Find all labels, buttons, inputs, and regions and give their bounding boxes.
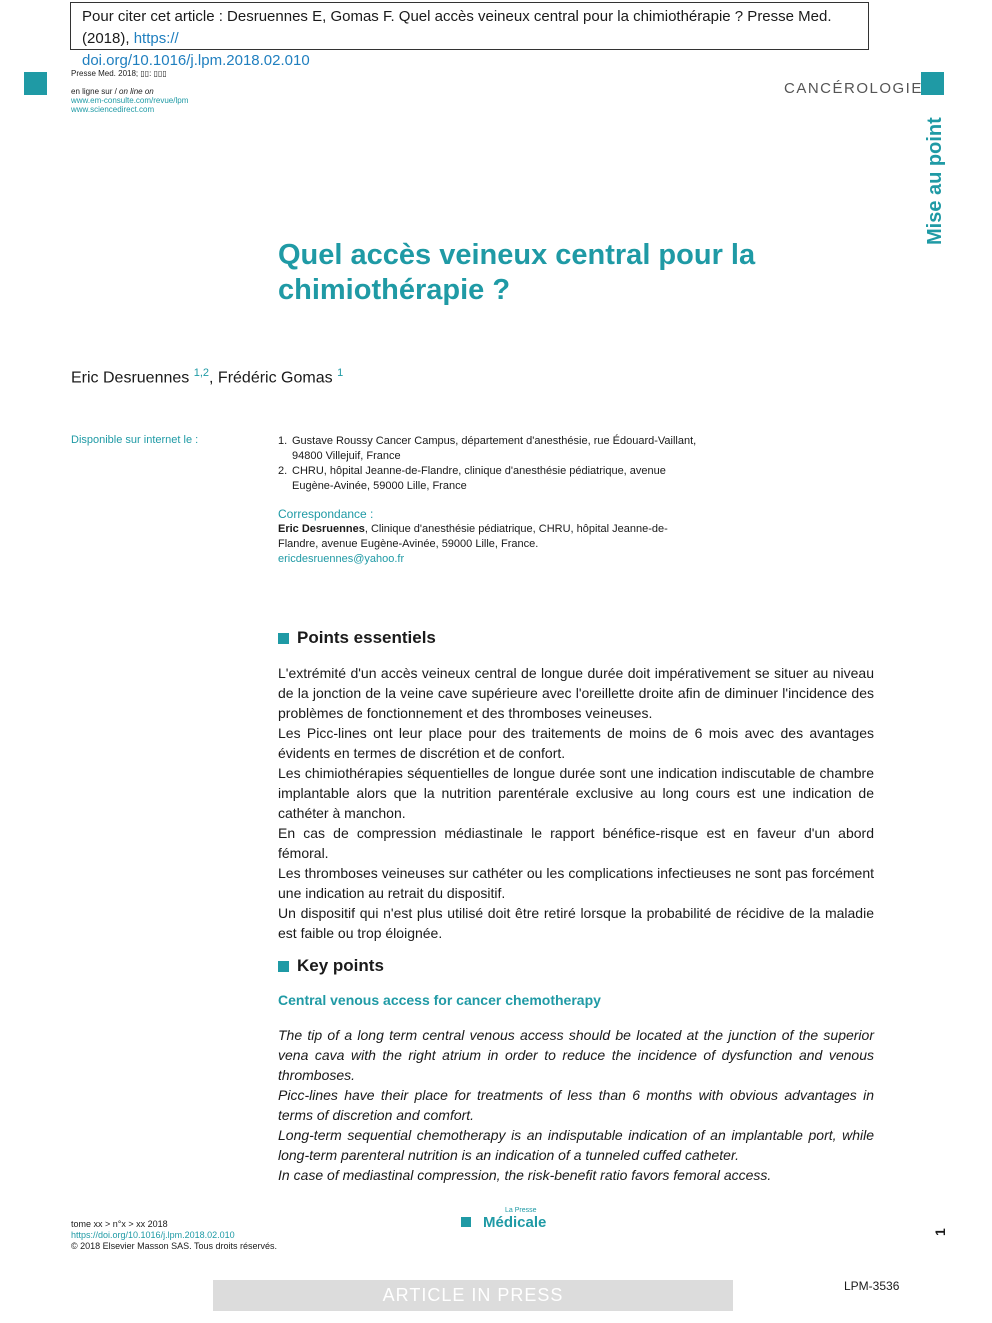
citation-doi-link-part2[interactable]: doi.org/10.1016/j.lpm.2018.02.010	[82, 52, 310, 69]
em-consulte-link[interactable]: www.em-consulte.com/revue/lpm	[71, 96, 189, 105]
journal-line: Presse Med. 2018; ▯▯: ▯▯▯	[71, 69, 167, 78]
footer-volume: tome xx > n°x > xx 2018	[71, 1219, 168, 1229]
correspondence-name: Eric Desruennes	[278, 523, 365, 535]
available-label: Disponible sur internet le :	[71, 434, 199, 446]
paragraph: Les thromboses veineuses sur cathéter ou les complications infectieuses ne sont pas forcément une indication au retrait du dispositif.	[278, 865, 874, 901]
section-vertical-label: Mise au point	[924, 117, 946, 245]
article-in-press-banner: ARTICLE IN PRESS	[213, 1280, 733, 1311]
points-essentiels-title: Points essentiels	[297, 628, 436, 647]
paragraph: The tip of a long term central venous access should be located at the junction of the superior vena cava with the right atrium in order to reduce the incidence of dysfunction and venous thromboses.	[278, 1027, 874, 1083]
footer-doi-link[interactable]: https://doi.org/10.1016/j.lpm.2018.02.010	[71, 1230, 235, 1240]
paragraph: En cas de compression médiastinale le rapport bénéfice-risque est en faveur d'un abord fémoral.	[278, 825, 874, 861]
points-essentiels-body	[278, 663, 874, 943]
citation-box	[70, 2, 869, 69]
key-points-body	[278, 1025, 874, 1185]
article-code: LPM-3536	[844, 1279, 900, 1293]
citation-doi-link-part1[interactable]: https://	[133, 30, 179, 47]
square-bullet-icon	[278, 961, 289, 972]
paragraph: Les Picc-lines ont leur place pour des traitements de moins de 6 mois avec des avantages évidents en termes de discrétion et de confort.	[278, 725, 874, 761]
affiliation-number: 2.	[278, 465, 288, 477]
paragraph: Les chimiothérapies séquentielles de longue durée sont une indication indiscutable de chambre implantable alors que la nutrition parentérale exclusive au long cours est une indication de cathéter à manchon.	[278, 765, 874, 821]
footer-info	[71, 1219, 277, 1252]
author-1: Eric Desruennes	[71, 369, 190, 387]
author-list	[71, 367, 343, 387]
correspondence-heading: Correspondance :	[278, 507, 374, 521]
logo-main-text: Médicale	[483, 1214, 547, 1231]
key-points-title: Key points	[297, 956, 384, 975]
affiliation-item	[278, 434, 698, 464]
points-essentiels-heading	[278, 628, 436, 648]
online-label-en: on line on	[119, 87, 154, 96]
affiliation-text: CHRU, hôpital Jeanne-de-Flandre, clinique d'anesthésie pédiatrique, avenue Eugène-Avinée, 59000 Lille, France	[292, 465, 666, 492]
article-title: Quel accès veineux central pour la chimiothérapie ?	[278, 239, 756, 306]
sciencedirect-link[interactable]: www.sciencedirect.com	[71, 105, 155, 114]
paragraph: Long-term sequential chemotherapy is an indisputable indication of an implantable port, while long-term parenteral nutrition is an indication of a tunneled cuffed catheter.	[278, 1127, 874, 1163]
paragraph: Un dispositif qui n'est plus utilisé doit être retiré lorsque la probabilité de récidive de la maladie est faible ou trop éloignée.	[278, 905, 874, 941]
accent-square-right	[921, 72, 944, 95]
footer-copyright: © 2018 Elsevier Masson SAS. Tous droits réservés.	[71, 1241, 278, 1251]
author-separator: ,	[209, 369, 218, 387]
square-bullet-icon	[278, 633, 289, 644]
rubric-label: CANCÉROLOGIE	[784, 80, 923, 97]
author-1-affil: 1,2	[193, 367, 210, 379]
english-title: Central venous access for cancer chemotherapy	[278, 992, 601, 1008]
correspondence	[278, 507, 678, 567]
affiliation-number: 1.	[278, 435, 288, 447]
accent-square-left	[24, 72, 47, 95]
paragraph: L'extrémité d'un accès veineux central de longue durée doit impérativement se situer au niveau de la jonction de la veine cave supérieure avec l'oreillette droite afin de diminuer l'incidence des problèmes de fonctionnement et des thromboses veineuses.	[278, 665, 874, 721]
journal-meta	[71, 69, 188, 114]
logo-small-text: La Presse	[505, 1207, 537, 1214]
correspondence-email[interactable]: ericdesruennes@yahoo.fr	[278, 553, 405, 565]
logo-square-icon	[461, 1217, 471, 1227]
key-points-heading	[278, 956, 384, 976]
page-number: 1	[932, 1228, 948, 1236]
citation-text: Pour citer cet article : Desruennes E, Gomas F. Quel accès veineux central pour la chimiothérapie ? Presse Med. (2018),	[82, 8, 832, 47]
correspondence-address: , Clinique d'anesthésie pédiatrique, CHRU, hôpital Jeanne-de-Flandre, avenue Eugène-Avinée, 59000 Lille, France.	[278, 523, 668, 550]
affiliations	[278, 434, 698, 494]
affiliation-item	[278, 464, 698, 494]
affiliation-text: Gustave Roussy Cancer Campus, département d'anesthésie, rue Édouard-Vaillant, 94800 Villejuif, France	[292, 435, 697, 462]
online-label: en ligne sur /	[71, 87, 120, 96]
author-2-affil: 1	[337, 367, 344, 379]
paragraph: Picc-lines have their place for treatments of less than 6 months with obvious advantages in terms of discretion and comfort.	[278, 1087, 874, 1123]
author-2: Frédéric Gomas	[217, 369, 333, 387]
journal-logo	[461, 1207, 546, 1230]
paragraph: In case of mediastinal compression, the risk-benefit ratio favors femoral access.	[278, 1167, 772, 1183]
